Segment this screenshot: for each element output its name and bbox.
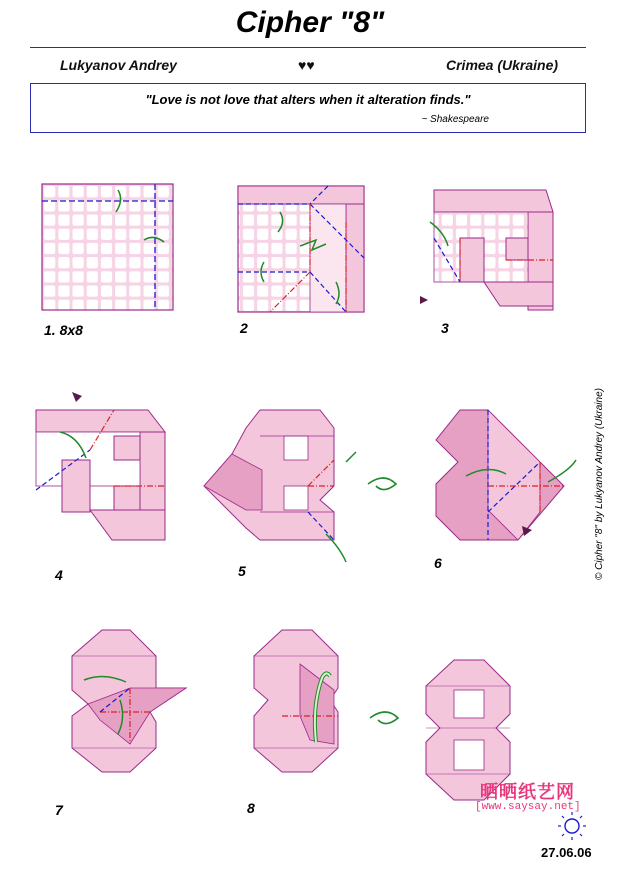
sun-logo-icon (558, 812, 586, 840)
step-label: 2 (240, 320, 248, 336)
hearts-mark: ♥♥ (298, 57, 315, 73)
step-label: 5 (238, 563, 246, 579)
quote-text: "Love is not love that alters when it alteration finds." (145, 92, 471, 107)
step-label: 8 (247, 800, 255, 816)
copyright-text: © Cipher "8" by Lukyanov Andrey (Ukraine) (594, 388, 605, 580)
step-8-diagram (254, 630, 398, 772)
watermark-logo: 晒晒纸艺网 (480, 782, 575, 802)
step-2-diagram (238, 186, 364, 312)
step-3-diagram (420, 190, 553, 310)
date-stamp: 27.06.06 (541, 845, 592, 860)
author-name: Lukyanov Andrey (60, 57, 177, 73)
push-arrow-icon (346, 452, 356, 462)
step-label: 3 (441, 320, 449, 336)
step-1-diagram (42, 184, 173, 310)
quote-attribution: ~ Shakespeare (421, 114, 489, 125)
step-4-diagram (36, 392, 165, 540)
author-location: Crimea (Ukraine) (446, 57, 559, 73)
turn-over-icon (368, 478, 396, 490)
step-5-diagram (204, 410, 396, 562)
page-title: Cipher "8" (235, 6, 385, 39)
view-arrow-icon (72, 392, 82, 402)
step-label: 6 (434, 555, 442, 571)
step-label: 7 (55, 802, 63, 818)
step-6-diagram (436, 410, 576, 540)
step-label: 1. 8x8 (44, 322, 83, 338)
view-arrow-icon (420, 296, 428, 304)
step-7-diagram (72, 630, 186, 772)
step-label: 4 (55, 567, 63, 583)
turn-over-icon (370, 712, 398, 724)
watermark-url: [www.saysay.net] (475, 801, 581, 813)
